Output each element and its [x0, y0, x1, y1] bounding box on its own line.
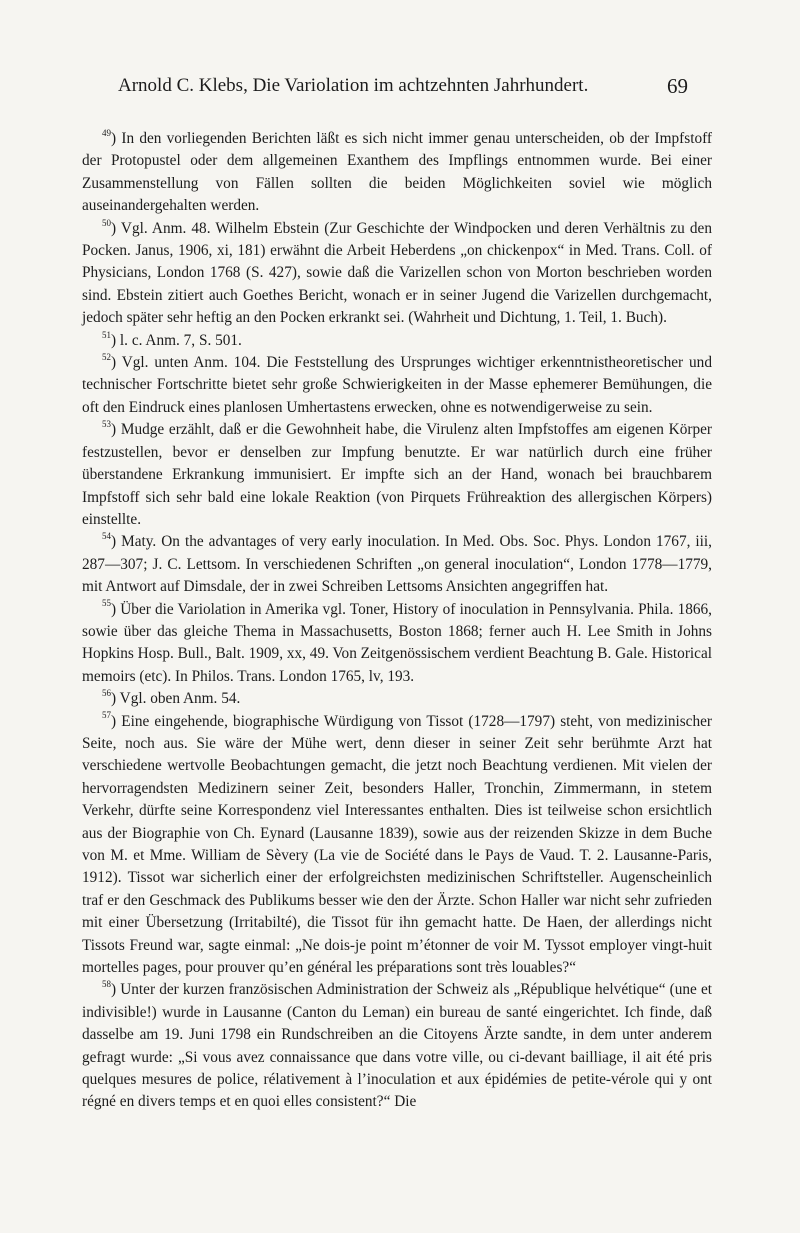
footnote-54: $^{54}$) Maty. On the advantages of very early inoculation. In Med. Obs. Soc. Phys. London 1767, iii, 287—307; J. C. Lettsom. In verschiedenen Schriften „on general inoculation“, London 1778—1779, mit Antwort auf Dimsdale, der in zwei Schreiben Lettsoms Ansichten angegriffen hat.	[82, 531, 713, 596]
footnote-text: Eine eingehende, biographische Würdigung von Tissot (1728—1797) steht, von medizinischer Seite, noch aus. Sie wäre der Mühe wert, denn dieser in seiner Zeit sehr berühmte Arzt hat verschiedene wertvolle Beobachtungen gemacht, die jetzt noch Beachtung verdienen. Mit vielen der hervorragendsten Medizinern seiner Zeit, besonders Haller, Tronchin, Zimmermann, in stetem Verkehr, dürfte seine Korrespondenz viel Interessantes enthalten. Dies ist teilweise schon ersichtlich aus der Biographie von Ch. Eynard (Lausanne 1839), sowie aus der reizenden Skizze in dem Buche von M. et Mme. William de Sèvery (La vie de Société dans le Pays de Vaud. T. 2. Lausanne-Paris, 1912). Tissot war sicherlich einer der erfolgreichsten medizinischen Schriftsteller. Augenscheinlich traf er den Geschmack des Publikums besser wie den der Ärzte. Schon Haller war nicht sehr zufrieden mit einer Übersetzung (Irritabilté), die Tissot für ihn gemacht hatte. De Haen, der allerdings nicht Tissots Freund war, sagte einmal: „Ne dois-je point m’étonner de voir M. Tyssot employer vingt-huit mortelles pages, pour prouver qu’en général les préparations sont très louables?“	[82, 712, 712, 977]
footnote-marker: 54	[102, 531, 111, 542]
footnote-49: $^{49}$) In den vorliegenden Berichten läßt es sich nicht immer genau unterscheiden, ob der Impfstoff der Protopustel oder dem allgemeinen Exanthem des Impflings entnommen wurde. Bei einer Zusammenstellung von Fällen sollten die beiden Möglichkeiten soviel wie möglich auseinandergehalten werden.	[82, 127, 713, 215]
footnote-text: Vgl. unten Anm. 104. Die Feststellung des Ursprunges wichtiger erkenntnistheoretischer und technischer Fortschritte bietet sehr große Schwierigkeiten in der Masse ephemerer Bemühungen, die oft den Eindruck eines planlosen Umhertastens erwecken, ohne es notwendigerweise zu sein.	[82, 354, 712, 416]
running-header	[118, 74, 688, 98]
footnote-55: $^{55}$) Über die Variolation in Amerika vgl. Toner, History of inoculation in Pennsylvania. Phila. 1866, sowie über das gleiche Thema in Massachusetts, Boston 1868; ferner auch H. Lee Smith in Johns Hopkins Hosp. Bull., Balt. 1909, xx, 49. Von Zeitgenössischem verdient Beachtung B. Gale. Historical memoirs (etc). In Philos. Trans. London 1765, lv, 193.	[82, 598, 712, 685]
footnote-marker: 52	[102, 351, 111, 362]
footnote-58: $^{58}$) Unter der kurzen französischen Administration der Schweiz als „République helvétique“ (une et indivisible!) wurde in Lausanne (Canton du Leman) ein bureau de santé eingerichtet. Ich finde, daß dasselbe am 19. Juni 1798 ein Rundschreiben an die Citoyens Ärzte sandte, in dem unter anderem gefragt wurde: „Si vous avez connaissance que dans votre ville, ou ci-devant bailliage, il ait été pris quelques mesures de police, rélativement à l’inoculation et aux épidémies de petite-vérole qui y ont régné en divers temps et en quoi elles consistent?“ Die	[82, 979, 712, 1111]
footnote-56: $^{56}$) Vgl. oben Anm. 54.	[102, 688, 241, 708]
footnote-marker: 56	[102, 688, 111, 699]
footnote-marker: 50	[102, 217, 111, 228]
footnote-marker: 53	[102, 419, 111, 430]
page-number: 69	[667, 74, 688, 98]
footnote-53: $^{53}$) Mudge erzählt, daß er die Gewohnheit habe, die Virulenz alten Impfstoffes am eigenen Körper festzustellen, bevor er denselben zur Impfung benutzte. Er war natürlich durch eine früher überstandene Erkrankung immunisiert. Er impfte sich an der Hand, wonach bei brauchbarem Impfstoff sich sehr bald eine lokale Reaktion (von Pirquets Frühreaktion des allergischen Körpers) einstellte.	[82, 419, 712, 528]
footnote-text: Vgl. Anm. 48. Wilhelm Ebstein (Zur Geschichte der Windpocken und deren Verhältnis zu den Pocken. Janus, 1906, xi, 181) erwähnt die Arbeit Heberdens „on chickenpox“ in Med. Trans. Coll. of Physicians, London 1768 (S. 427), sowie daß die Varizellen schon von Morton beschrieben worden sind. Ebstein zitiert auch Goethes Bericht, wonach er in seiner Jugend die Varizellen durchgemacht, jedoch später sehr heftig an den Pocken erkrankt sei. (Wahrheit und Dichtung, 1. Teil, 1. Buch).	[82, 219, 712, 327]
footnote-text: In den vorliegenden Berichten läßt es sich nicht immer genau unterscheiden, ob der Impfstoff der Protopustel oder dem allgemeinen Exanthem des Impflings entnommen wurde. Bei einer Zusammenstellung von Fällen sollten die beiden Möglichkeiten soviel wie möglich auseinandergehalten werden.	[82, 130, 713, 215]
footnote-51: $^{51}$) l. c. Anm. 7, S. 501.	[102, 329, 242, 349]
footnote-marker: 57	[102, 710, 111, 721]
footnotes	[82, 128, 712, 1114]
footnote-marker: 55	[102, 598, 111, 609]
footnote-text: l. c. Anm. 7, S. 501.	[119, 331, 242, 349]
footnote-text: Über die Variolation in Amerika vgl. Toner, History of inoculation in Pennsylvania. Phila. 1866, sowie über das gleiche Thema in Massachusetts, Boston 1868; ferner auch H. Lee Smith in Johns Hopkins Hosp. Bull., Balt. 1909, xx, 49. Von Zeitgenössischem verdient Beachtung B. Gale. Historical memoirs (etc). In Philos. Trans. London 1765, lv, 193.	[82, 600, 712, 685]
footnote-marker: 58	[102, 979, 111, 990]
footnote-text: Vgl. oben Anm. 54.	[119, 690, 241, 708]
footnote-57: $^{57}$) Eine eingehende, biographische Würdigung von Tissot (1728—1797) steht, von medizinischer Seite, noch aus. Sie wäre der Mühe wert, denn dieser in seiner Zeit sehr berühmte Arzt hat verschiedene wertvolle Beobachtungen gemacht, die jetzt noch Beachtung verdienen. Mit vielen der hervorragendsten Medizinern seiner Zeit, besonders Haller, Tronchin, Zimmermann, in stetem Verkehr, dürfte seine Korrespondenz viel Interessantes enthalten. Dies ist teilweise schon ersichtlich aus der Biographie von Ch. Eynard (Lausanne 1839), sowie aus der reizenden Skizze in dem Buche von M. et Mme. William de Sèvery (La vie de Société dans le Pays de Vaud. T. 2. Lausanne-Paris, 1912). Tissot war sicherlich einer der erfolgreichsten medizinischen Schriftsteller. Augenscheinlich traf er den Geschmack des Publikums besser wie den der Ärzte. Schon Haller war nicht sehr zufrieden mit einer Übersetzung (Irritabilté), die Tissot für ihn gemacht hatte. De Haen, der allerdings nicht Tissots Freund war, sagte einmal: „Ne dois-je point m’étonner de voir M. Tyssot employer vingt-huit mortelles pages, pour prouver qu’en général les préparations sont très louables?“	[82, 710, 712, 977]
footnote-text: Maty. On the advantages of very early inoculation. In Med. Obs. Soc. Phys. London 1767, iii, 287—307; J. C. Lettsom. In verschiedenen Schriften „on general inoculation“, London 1778—1779, mit Antwort auf Dimsdale, der in zwei Schreiben Lettsoms Ansichten angegriffen hat.	[82, 533, 713, 596]
footnote-50: $^{50}$) Vgl. Anm. 48. Wilhelm Ebstein (Zur Geschichte der Windpocken und deren Verhältnis zu den Pocken. Janus, 1906, xi, 181) erwähnt die Arbeit Heberdens „on chickenpox“ in Med. Trans. Coll. of Physicians, London 1768 (S. 427), sowie daß die Varizellen schon von Morton beschrieben worden sind. Ebstein zitiert auch Goethes Bericht, wonach er in seiner Jugend die Varizellen durchgemacht, jedoch später sehr heftig an den Pocken erkrankt sei. (Wahrheit und Dichtung, 1. Teil, 1. Buch).	[82, 217, 712, 327]
footnote-text: Mudge erzählt, daß er die Gewohnheit habe, die Virulenz alten Impfstoffes am eigenen Körper festzustellen, bevor er denselben zur Impfung benutzte. Er war natürlich durch eine früher überstandene Erkrankung immunisiert. Er impfte sich an der Hand, wonach bei brauchbarem Impfstoff sich sehr bald eine lokale Reaktion (von Pirquets Frühreaktion des allergischen Körpers) einstellte.	[82, 421, 712, 528]
footnote-marker: 51	[102, 329, 111, 340]
footnote-text: Unter der kurzen französischen Administration der Schweiz als „République helvétique“ (une et indivisible!) wurde in Lausanne (Canton du Leman) ein bureau de santé eingerichtet. Ich finde, daß dasselbe am 19. Juni 1798 ein Rundschreiben an die Citoyens Ärzte sandte, in dem unter anderem gefragt wurde: „Si vous avez connaissance que dans votre ville, ou ci-devant bailliage, il ait été pris quelques mesures de police, rélativement à l’inoculation et aux épidémies de petite-vérole qui y ont régné en divers temps et en quoi elles consistent?“ Die	[82, 981, 712, 1111]
footnote-52: $^{52}$) Vgl. unten Anm. 104. Die Feststellung des Ursprunges wichtiger erkenntnistheoretischer und technischer Fortschritte bietet sehr große Schwierigkeiten in der Masse ephemerer Bemühungen, die oft den Eindruck eines planlosen Umhertastens erwecken, ohne es notwendigerweise zu sein.	[82, 351, 712, 416]
footnote-marker: 49	[102, 127, 111, 138]
running-title: Arnold C. Klebs, Die Variolation im achtzehnten Jahrhundert.	[118, 75, 589, 96]
